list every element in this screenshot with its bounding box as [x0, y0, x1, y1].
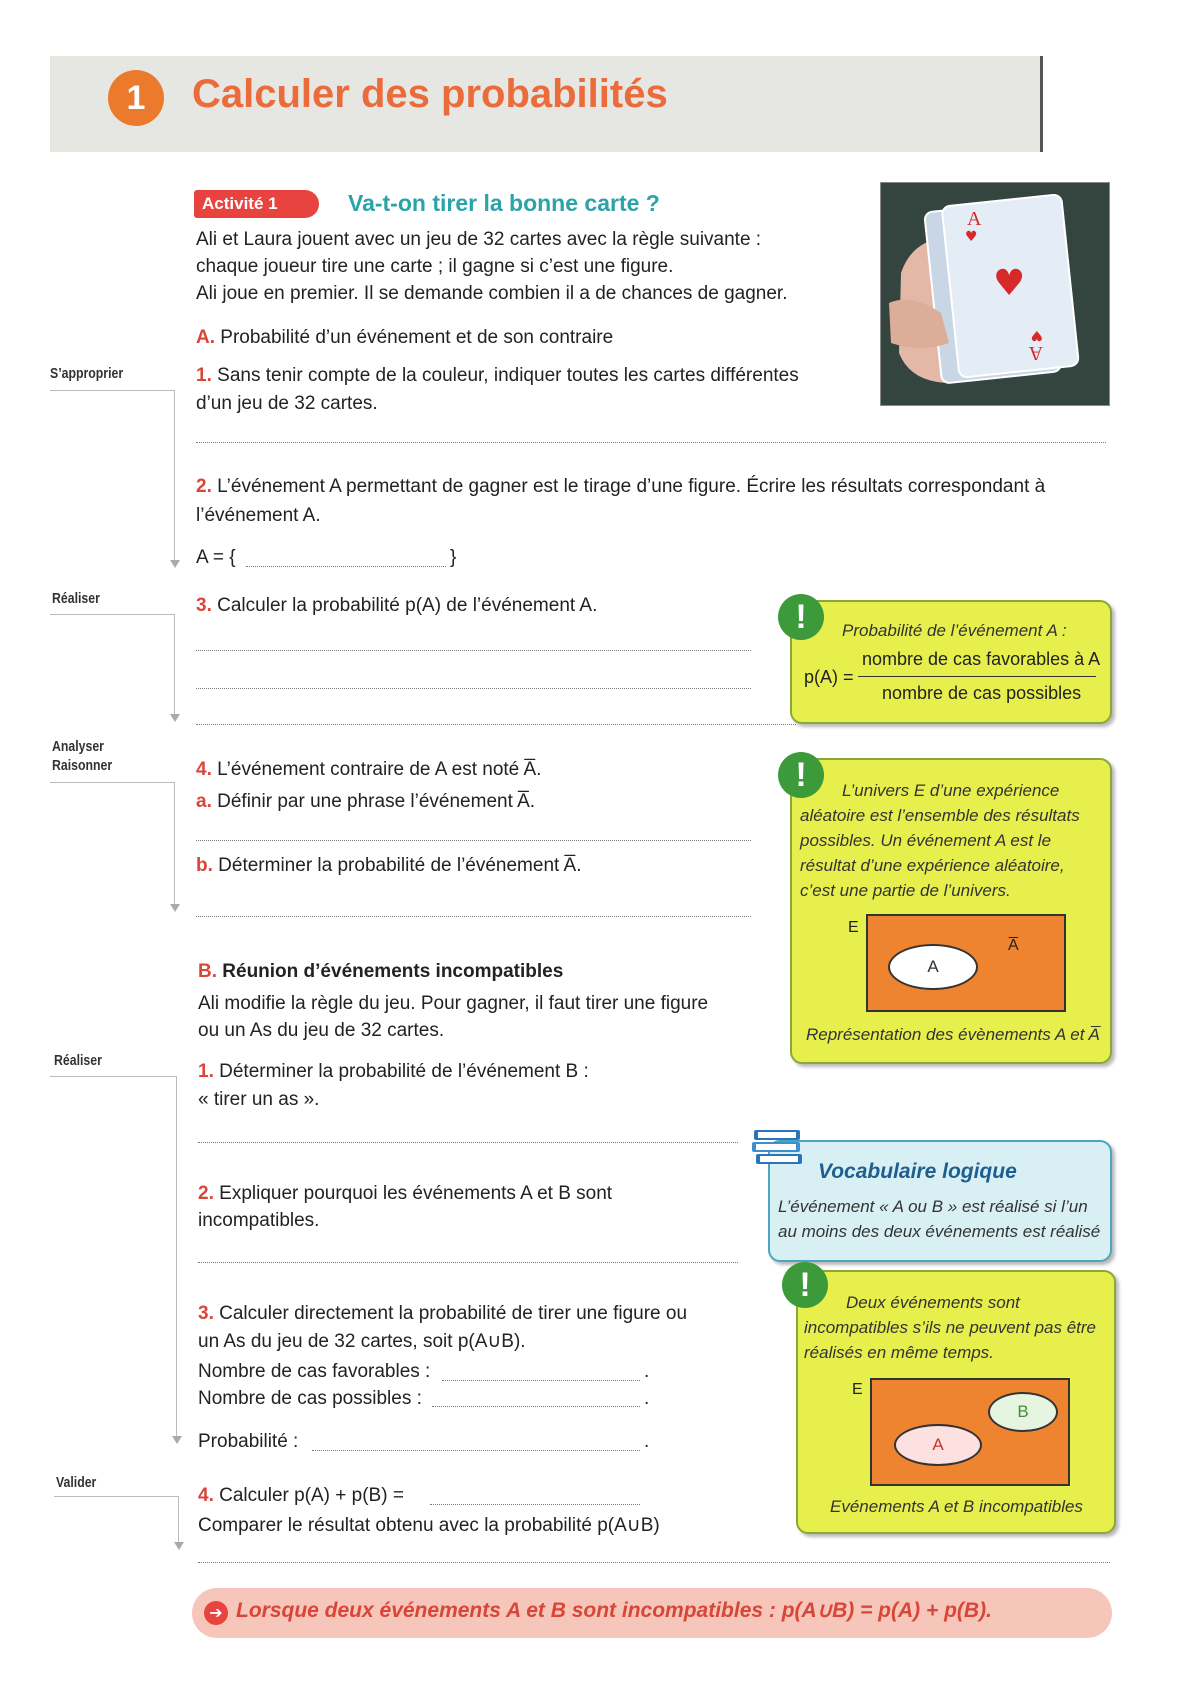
- connector: [176, 1076, 177, 1436]
- info1-denominator: nombre de cas possibles: [882, 683, 1082, 703]
- sum-answer-field[interactable]: [430, 1504, 640, 1505]
- question-a4a: [196, 788, 535, 815]
- vocab-line-1: L’événement « A ou B » est réalisé si l’un: [778, 1197, 1088, 1216]
- possible-cases-label: Nombre de cas possibles :: [198, 1388, 422, 1409]
- question-text: Sans tenir compte de la couleur, indiquer toutes les cartes différentes: [217, 365, 799, 386]
- books-icon: [750, 1128, 806, 1175]
- question-number: 2.: [198, 1183, 214, 1204]
- info3-caption: Evénements A et B incompatibles: [830, 1497, 1083, 1516]
- intro-line-2: chaque joueur tire une carte ; il gagne si c’est une figure.: [196, 256, 674, 277]
- intro-line-3: Ali joue en premier. Il se demande combien il a de chances de gagner.: [196, 283, 788, 304]
- section-number: 1: [108, 70, 164, 126]
- side-label-raisonner: Raisonner: [52, 757, 113, 774]
- card-rank-top: A: [967, 208, 982, 230]
- question-b4-line2: Comparer le résultat obtenu avec la probabilité p(A∪B): [198, 1515, 660, 1536]
- connector: [54, 1496, 178, 1497]
- info3-line-3: réalisés en même temps.: [804, 1343, 994, 1362]
- arrow-down-icon: [172, 1436, 182, 1444]
- answer-line[interactable]: [196, 840, 751, 841]
- question-a4b: [196, 852, 581, 879]
- answer-line[interactable]: [196, 688, 751, 689]
- period: .: [644, 1388, 650, 1409]
- possible-cases-field[interactable]: [432, 1406, 640, 1407]
- question-a3: [196, 592, 597, 619]
- event-a-ellipse: A: [888, 944, 978, 990]
- info3-line-1: Deux événements sont: [846, 1293, 1020, 1312]
- card-suit-top: ♥: [965, 229, 978, 245]
- question-text: L’événement A permettant de gagner est le tirage d’une figure. Écrire les résultats correspondant à: [217, 476, 1046, 497]
- exclamation-icon: !: [782, 1262, 828, 1308]
- intro-line-1: Ali et Laura jouent avec un jeu de 32 cartes avec la règle suivante :: [196, 229, 762, 250]
- info1-numerator: nombre de cas favorables à A: [862, 649, 1101, 669]
- info2-line-2: aléatoire est l’ensemble des résultats: [800, 806, 1080, 825]
- question-text: L’événement contraire de A est noté A̅.: [217, 759, 542, 780]
- part-b-intro-1: Ali modifie la règle du jeu. Pour gagner, il faut tirer une figure: [198, 993, 709, 1014]
- complement-label: A̅: [1008, 937, 1019, 954]
- page-title: Calculer des probabilités: [192, 72, 668, 116]
- connector: [50, 1076, 176, 1077]
- question-text: Calculer directement la probabilité de tirer une figure ou: [219, 1303, 688, 1324]
- fraction-bar: [858, 676, 1096, 677]
- question-letter: b.: [196, 855, 213, 876]
- part-a-letter: A.: [196, 327, 215, 348]
- answer-line[interactable]: [196, 442, 1106, 443]
- part-a-heading: [196, 324, 613, 351]
- question-text: Expliquer pourquoi les événements A et B sont: [219, 1183, 613, 1204]
- info2-line-4: résultat d’une expérience aléatoire,: [800, 856, 1065, 875]
- answer-line[interactable]: [196, 650, 751, 651]
- period: .: [644, 1431, 650, 1452]
- question-b2-line2: incompatibles.: [198, 1210, 320, 1231]
- question-text: Définir par une phrase l’événement A̅.: [217, 791, 536, 812]
- question-number: 3.: [198, 1303, 214, 1324]
- part-a-title: Probabilité d’un événement et de son contraire: [220, 327, 614, 348]
- part-b-intro-2: ou un As du jeu de 32 cartes.: [198, 1020, 445, 1041]
- event-b-ellipse: B: [988, 1392, 1058, 1432]
- side-label-realiser-b: Réaliser: [54, 1052, 102, 1069]
- favorable-cases-label: Nombre de cas favorables :: [198, 1361, 431, 1382]
- connector: [174, 390, 175, 560]
- activity-badge: Activité 1: [194, 190, 319, 218]
- part-b-letter: B.: [198, 961, 217, 982]
- question-a1-line2: d’un jeu de 32 cartes.: [196, 393, 378, 414]
- side-label-s-approprier: S’approprier: [50, 365, 124, 382]
- cards-illustration: [881, 183, 1109, 405]
- answer-line[interactable]: [198, 1562, 1110, 1563]
- side-label-analyser: Analyser: [52, 738, 104, 755]
- set-a-open: A = {: [196, 547, 236, 568]
- info1-title: Probabilité de l’événement A :: [842, 621, 1067, 640]
- connector: [50, 614, 174, 615]
- set-a-answer-line[interactable]: [246, 566, 446, 567]
- info2-line-5: c’est une partie de l’univers.: [800, 881, 1011, 900]
- info1-lhs: p(A) =: [804, 667, 854, 687]
- period: .: [644, 1361, 650, 1382]
- vocab-line-2: au moins des deux événements est réalisé: [778, 1222, 1101, 1241]
- question-b2: [198, 1180, 612, 1207]
- question-b1: [198, 1058, 589, 1085]
- connector: [50, 782, 174, 783]
- arrow-right-icon: ➔: [204, 1601, 228, 1625]
- connector: [174, 614, 175, 714]
- question-text: Calculer la probabilité p(A) de l’événement A.: [217, 595, 598, 616]
- question-b3: [198, 1300, 687, 1327]
- answer-line[interactable]: [196, 724, 796, 725]
- event-a-ellipse: A: [894, 1424, 982, 1466]
- question-number: 3.: [196, 595, 212, 616]
- question-text: Déterminer la probabilité de l’événement A̅.: [218, 855, 582, 876]
- arrow-down-icon: [170, 560, 180, 568]
- question-a1: [196, 362, 799, 389]
- question-number: 4.: [196, 759, 212, 780]
- probability-label: Probabilité :: [198, 1431, 299, 1452]
- probability-field[interactable]: [312, 1450, 640, 1451]
- set-a-close: }: [450, 547, 457, 568]
- arrow-down-icon: [170, 904, 180, 912]
- answer-line[interactable]: [198, 1262, 738, 1263]
- question-number: 2.: [196, 476, 212, 497]
- info3-line-2: incompatibles s’ils ne peuvent pas être: [804, 1318, 1096, 1337]
- vocab-title: Vocabulaire logique: [818, 1160, 1017, 1183]
- universe-label: E: [848, 919, 859, 936]
- conclusion-text: Lorsque deux événements A et B sont incompatibles : p(A∪B) = p(A) + p(B).: [236, 1599, 992, 1622]
- question-text: Déterminer la probabilité de l’événement B :: [219, 1061, 589, 1082]
- side-label-realiser: Réaliser: [52, 590, 100, 607]
- question-b4: [198, 1482, 404, 1509]
- side-label-valider: Valider: [56, 1474, 97, 1491]
- question-number: 1.: [198, 1061, 214, 1082]
- arrow-down-icon: [174, 1542, 184, 1550]
- info2-line-1: L’univers E d’une expérience: [842, 781, 1060, 800]
- exclamation-icon: !: [778, 594, 824, 640]
- question-a2-line2: l’événement A.: [196, 505, 321, 526]
- exclamation-icon: !: [778, 752, 824, 798]
- question-b3-line2: un As du jeu de 32 cartes, soit p(A∪B).: [198, 1331, 526, 1352]
- question-a2: [196, 473, 1045, 500]
- favorable-cases-field[interactable]: [442, 1380, 640, 1381]
- card-rank-bottom: A: [1028, 342, 1043, 364]
- question-text: Calculer p(A) + p(B) =: [219, 1485, 404, 1506]
- part-b-title: Réunion d’événements incompatibles: [222, 961, 564, 982]
- question-a4: [196, 756, 541, 783]
- card-suit-bottom: ♥: [1030, 327, 1043, 343]
- activity-title: Va-t-on tirer la bonne carte ?: [348, 190, 660, 216]
- connector: [174, 782, 175, 904]
- connector: [50, 390, 174, 391]
- part-b-heading: [198, 958, 563, 985]
- question-number: 1.: [196, 365, 212, 386]
- card-suit-center: ♥: [993, 263, 1026, 304]
- question-letter: a.: [196, 791, 212, 812]
- info2-caption: Représentation des évènements A et A̅: [806, 1025, 1100, 1044]
- info2-line-3: possibles. Un événement A est le: [800, 831, 1052, 850]
- connector: [178, 1496, 179, 1542]
- playing-cards-photo: [880, 182, 1110, 406]
- question-b1-line2: « tirer un as ».: [198, 1089, 320, 1110]
- universe-label: E: [852, 1381, 863, 1398]
- question-number: 4.: [198, 1485, 214, 1506]
- answer-line[interactable]: [196, 916, 751, 917]
- answer-line[interactable]: [198, 1142, 738, 1143]
- arrow-down-icon: [170, 714, 180, 722]
